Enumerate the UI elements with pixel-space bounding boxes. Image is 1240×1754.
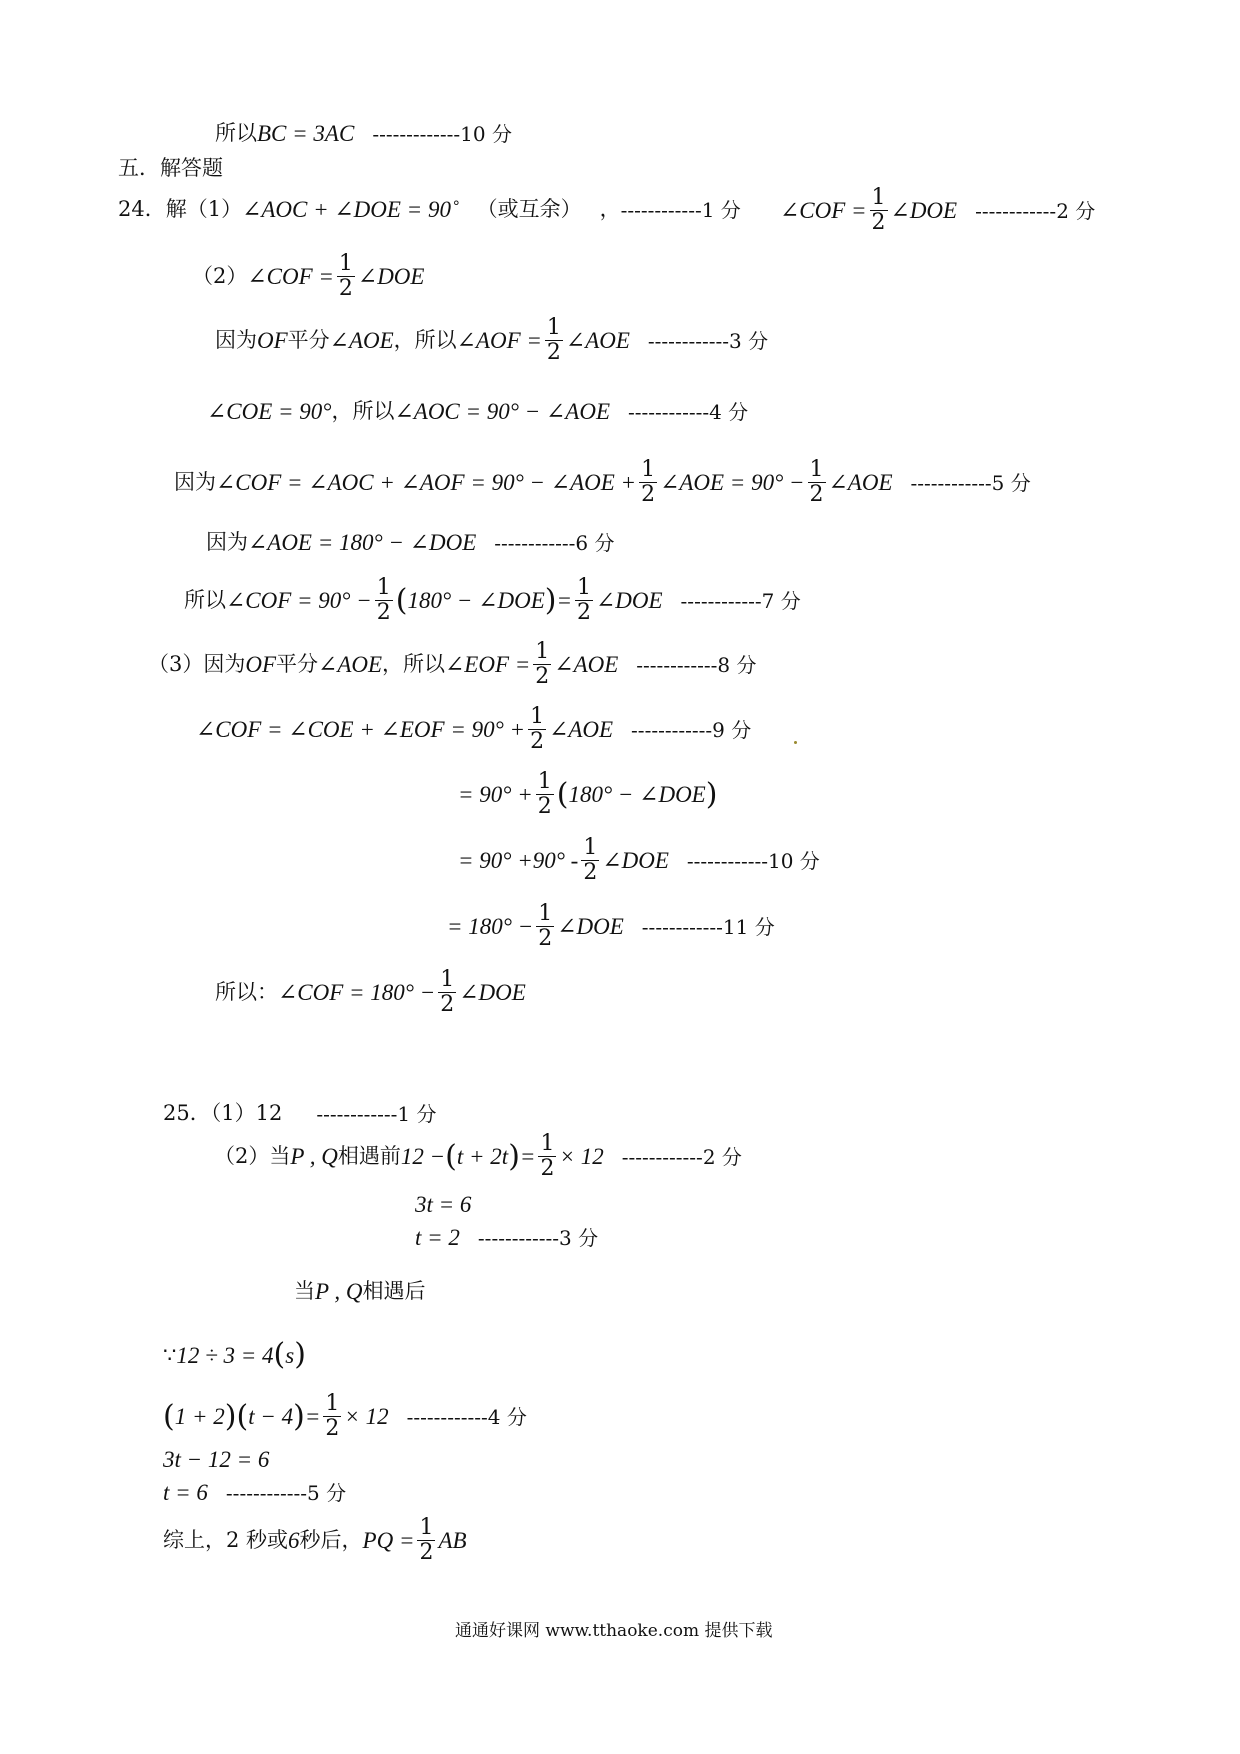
q24-score-2: ------------2 分: [975, 198, 1096, 223]
fraction-half: $\frac{1}{2}$: [535, 639, 550, 689]
q25-score-5: ------------5 分: [225, 1480, 347, 1505]
q25-line-6: ∵12 ÷ 3 = 4(s): [163, 1337, 306, 1372]
q24-line-10: = 90° + $\frac{1}{2}$ (180° − ∠DOE): [458, 769, 718, 819]
q25-line-5: 当P , Q相遇后: [294, 1279, 426, 1304]
q25-line-2: （2）当P , Q相遇前12 −(t + 2t)= $\frac{1}{2}$ × 12 ------------2 分: [214, 1131, 742, 1181]
fraction-half: $\frac{1}{2}$: [376, 575, 391, 625]
fraction-half: $\frac{1}{2}$: [577, 575, 591, 625]
fraction-half: $\frac{1}{2}$: [530, 704, 545, 754]
q25-score-3: ------------3 分: [477, 1225, 599, 1250]
q24-line-1: 24．解（1）∠AOC + ∠DOE = 90˚ （或互余） ，------------1 分: [118, 197, 741, 222]
q24-p1-note: （或互余）: [476, 197, 582, 221]
fraction-half: $\frac{1}{2}$: [809, 457, 824, 507]
q24-score-8: ------------8 分: [636, 652, 757, 677]
q25-score-1: ------------1 分: [316, 1101, 437, 1126]
q24-score-10: ------------10 分: [686, 848, 820, 873]
q24-score-7: ------------7 分: [680, 588, 801, 613]
q24-score-9: ------------9 分: [631, 717, 752, 742]
q25-line-4: t = 2 ------------3 分: [415, 1225, 599, 1250]
q24-line-3: 因为OF平分∠AOE，所以∠AOF = $\frac{1}{2}$ ∠AOE ------------3 分: [215, 315, 769, 365]
expr-bc-3ac: BC = 3AC: [257, 121, 355, 146]
q24-line-13: 所以：∠COF = 180° − $\frac{1}{2}$ ∠DOE: [215, 967, 526, 1017]
q25-line-1: 25．（1）12 ------------1 分: [163, 1101, 437, 1126]
q24-line-8: （3）因为OF平分∠AOE，所以∠EOF = $\frac{1}{2}$ ∠AOE ------------8 分: [148, 639, 757, 689]
q24-line-11: = 90° +90° - $\frac{1}{2}$ ∠DOE ------------10 分: [458, 835, 820, 885]
text-suoyi: 所以: [215, 121, 257, 145]
q24-score-11: ------------11 分: [641, 914, 775, 939]
fraction-half: $\frac{1}{2}$: [440, 967, 455, 1017]
q24-line-4: ∠COE = 90°，所以∠AOC = 90° − ∠AOE ------------4 分: [207, 399, 749, 424]
q25-score-4: ------------4 分: [406, 1404, 527, 1429]
q25-line-8: 3t − 12 = 6: [163, 1447, 270, 1472]
q24-line-6: 因为∠AOE = 180° − ∠DOE ------------6 分: [206, 530, 615, 555]
q24-score-6: ------------6 分: [494, 530, 615, 555]
fraction-half: $\frac{1}{2}$: [537, 769, 552, 819]
score-10: -------------10 分: [372, 121, 512, 146]
section-title: 五．解答题: [118, 156, 223, 180]
q24-score-1: ------------1 分: [620, 197, 741, 222]
line-bc-3ac: [215, 122, 512, 145]
q24-score-3: ------------3 分: [647, 328, 769, 353]
footer-source: 通通好课网 www.tthaoke.com 提供下载: [455, 1621, 773, 1641]
q24-line-7: 所以∠COF = 90° − $\frac{1}{2}$ (180° − ∠DOE)= $\frac{1}{2}$ ∠DOE ------------7 分: [184, 575, 801, 625]
fraction-half: $\frac{1}{2}$: [641, 457, 656, 507]
q24-line-1b: ∠COF = $\frac{1}{2}$ ∠DOE ------------2 分: [780, 185, 1096, 235]
q25-line-7: (1 + 2)(t − 4)= $\frac{1}{2}$ × 12 ------------4 分: [163, 1391, 527, 1441]
q24-line-12: = 180° − $\frac{1}{2}$ ∠DOE ------------11 分: [447, 901, 775, 951]
fraction-half: $\frac{1}{2}$: [540, 1131, 555, 1181]
q24-line-2: （2）∠COF = $\frac{1}{2}$ ∠DOE: [192, 251, 425, 301]
fraction-half: $\frac{1}{2}$: [538, 901, 553, 951]
fraction-half: $\frac{1}{2}$: [338, 251, 353, 301]
q24-line-9: ∠COF = ∠COE + ∠EOF = 90° + $\frac{1}{2}$ ∠AOE ------------9 分: [196, 704, 752, 754]
q24-label: 24．解（1）: [118, 197, 243, 221]
fraction-half: $\frac{1}{2}$: [325, 1391, 340, 1441]
fraction-half: $\frac{1}{2}$: [546, 315, 561, 365]
q25-line-3: 3t = 6: [415, 1192, 472, 1217]
speck-dot: [794, 741, 797, 744]
q24-line-5: 因为∠COF = ∠AOC + ∠AOF = 90° − ∠AOE + $\frac{1}{2}$ ∠AOE = 90° − $\frac{1}{2}$ ∠AOE ------------5 分: [174, 457, 1031, 507]
q25-line-9: t = 6 ------------5 分: [163, 1480, 347, 1505]
q24-p1-expr: ∠AOC + ∠DOE = 90˚: [242, 197, 459, 222]
fraction-half: $\frac{1}{2}$: [583, 835, 598, 885]
fraction-half: $\frac{1}{2}$: [419, 1515, 434, 1565]
q24-score-5: ------------5 分: [910, 470, 1031, 495]
q25-score-2: ------------2 分: [621, 1144, 742, 1169]
fraction-half: $\frac{1}{2}$: [871, 185, 886, 235]
q25-line-10: 综上，2 秒或6秒后，PQ = $\frac{1}{2}$ AB: [163, 1515, 467, 1565]
q24-score-4: ------------4 分: [628, 399, 749, 424]
